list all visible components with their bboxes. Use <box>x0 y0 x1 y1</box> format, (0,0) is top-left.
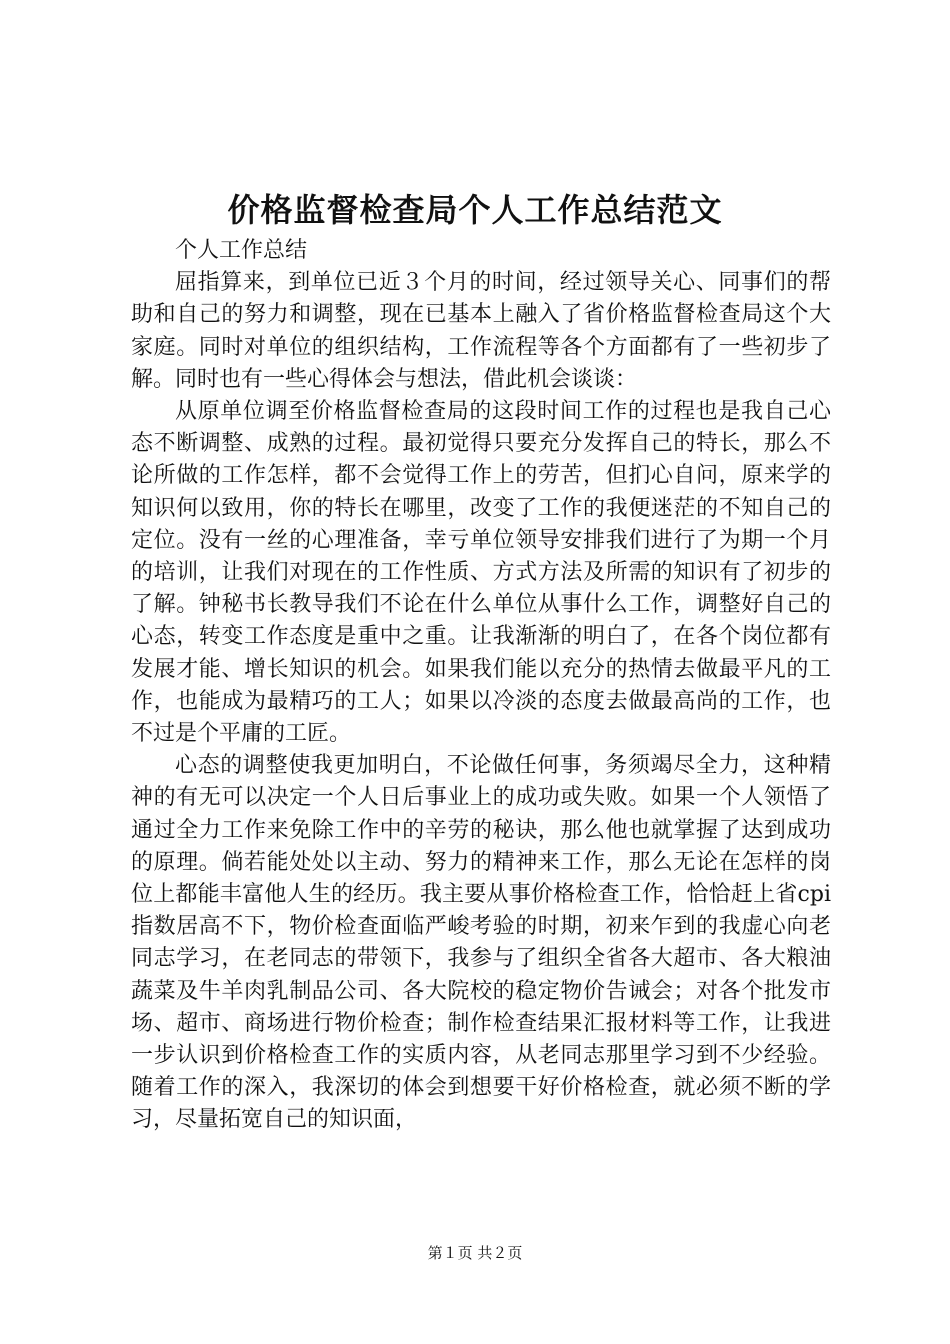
paragraph: 屈指算来，到单位已近３个月的时间，经过领导关心、同事们的帮助和自己的努力和调整，现在已基本上融入了省价格监督检查局这个大家庭。同时对单位的组织结构，工作流程等各个方面都有了一些初步了解。同时也有一些心得体会与想法，借此机会谈谈： <box>131 270 831 392</box>
document-title: 价格监督检查局个人工作总结范文 <box>227 191 723 229</box>
paragraph: 心态的调整使我更加明白，不论做任何事，务须竭尽全力，这种精神的有无可以决定一个人日后事业上的成功或失败。如果一个人领悟了通过全力工作来免除工作中的辛劳的秘诀，那么他也就掌握了达到成功的原理。倘若能处处以主动、努力的精神来工作，那么无论在怎样的岗位上都能丰富他人生的经历。我主要从事价格检查工作，恰恰赶上省cpi指数居高不下，物价检查面临严峻考验的时期，初来乍到的我虚心向老同志学习，在老同志的带领下，我参与了组织全省各大超市、各大粮油蔬菜及牛羊肉乳制品公司、各大院校的稳定物价告诫会；对各个批发市场、超市、商场进行物价检查；制作检查结果汇报材料等工作，让我进一步认识到价格检查工作的实质内容，从老同志那里学习到不少经验。随着工作的深入，我深切的体会到想要干好价格检查，就必须不断的学习，尽量拓宽自己的知识面， <box>131 753 831 1133</box>
page-footer: 第１页 共２页 <box>427 1244 523 1262</box>
document-body <box>131 235 831 1137</box>
paragraph-heading: 个人工作总结 <box>175 238 308 263</box>
paragraph: 从原单位调至价格监督检查局的这段时间工作的过程也是我自己心态不断调整、成熟的过程。最初觉得只要充分发挥自己的特长，那么不论所做的工作怎样，都不会觉得工作上的劳苦，但扪心自问，原来学的知识何以致用，你的特长在哪里，改变了工作的我便迷茫的不知自己的定位。没有一丝的心理准备，幸亏单位领导安排我们进行了为期一个月的培训，让我们对现在的工作性质、方式方法及所需的知识有了初步的了解。钟秘书长教导我们不论在什么单位从事什么工作，调整好自己的心态，转变工作态度是重中之重。让我渐渐的明白了，在各个岗位都有发展才能、增长知识的机会。如果我们能以充分的热情去做最平凡的工作，也能成为最精巧的工人；如果以冷淡的态度去做最高尚的工作，也不过是个平庸的工匠。 <box>131 399 831 747</box>
